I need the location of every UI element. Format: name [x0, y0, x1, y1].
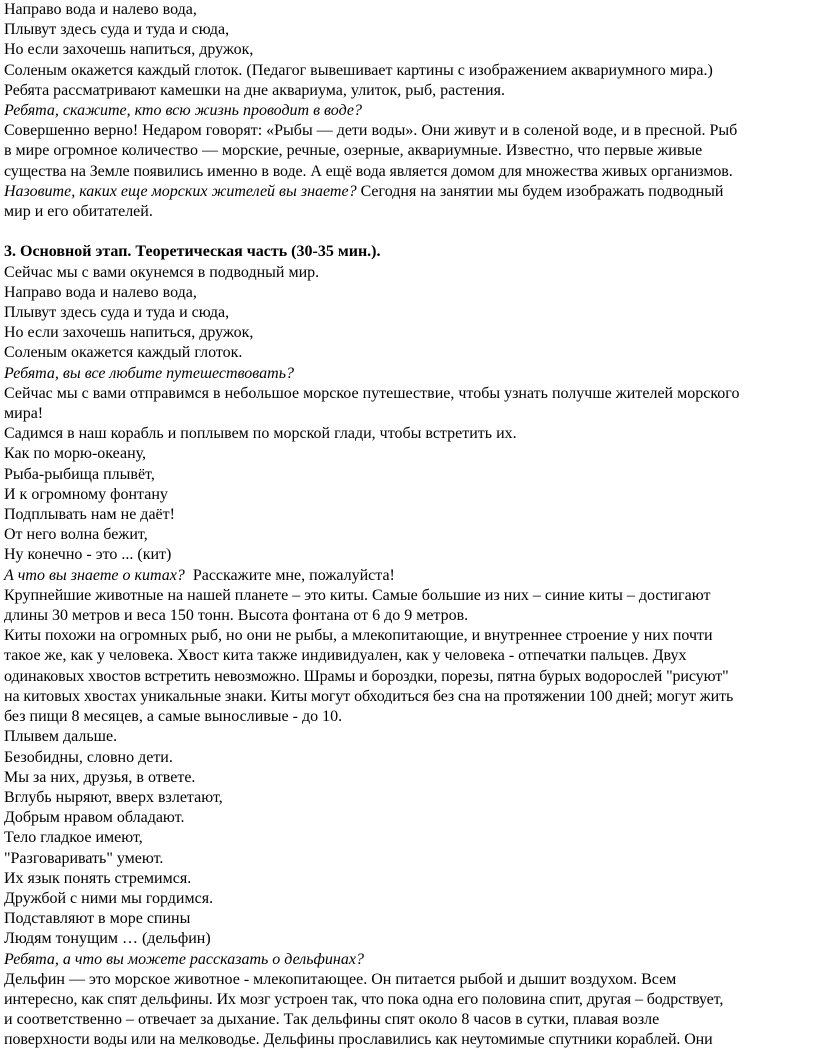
poem-line: Соленым окажется каждый глоток. — [4, 344, 243, 362]
poem-line: От него волна бежит, — [4, 526, 148, 544]
poem-line: Рыба-рыбища плывёт, — [4, 465, 155, 483]
poem-line: Безобидны, словно дети. — [4, 748, 173, 766]
text-line: интересно, как спят дельфины. Их мозг устроен так, что пока одна его половина спит, другая – бодрствует, — [4, 990, 724, 1008]
poem-line: Но если захочешь напиться, дружок, — [4, 41, 254, 59]
question-line: Ребята, а что вы можете рассказать о дельфинах? — [4, 950, 364, 968]
text-line: Крупнейшие животные на нашей планете – это киты. Самые большие из них – синие киты – достигают — [4, 586, 711, 604]
text-line: Плывем дальше. — [4, 728, 118, 746]
text-line: поверхности воды или на мелководье. Дельфины прославились как неутомимые спутники кораблей. Они — [4, 1031, 713, 1049]
text-line: существа на Земле появились именно в воде. А ещё вода является домом для множества живых организмов. — [4, 162, 733, 180]
text-line: одинаковых хвостов встретить невозможно. Шрамы и бороздки, порезы, пятна бурых водорослей "рисуют" — [4, 667, 729, 685]
poem-line: Их язык понять стремимся. — [4, 869, 192, 887]
poem-line: Мы за них, друзья, в ответе. — [4, 768, 196, 786]
poem-line: Направо вода и налево вода, — [4, 283, 197, 301]
poem-line: Но если захочешь напиться, дружок, — [4, 324, 254, 342]
text-line: в мире огромное количество — морские, речные, озерные, аквариумные. Известно, что первые живые — [4, 142, 703, 160]
poem-line: Тело гладкое имеют, — [4, 829, 143, 847]
text-line: Совершенно верно! Недаром говорят: «Рыбы — дети воды». Они живут и в соленой воде, и в пресной. Рыб — [4, 122, 738, 140]
text-line: мира! — [4, 405, 44, 423]
text-inline: Сегодня на занятии мы будем изображать подводный — [356, 182, 724, 200]
document-body — [4, 0, 812, 1051]
poem-line: Добрым нравом обладают. — [4, 809, 185, 827]
text-line: Сейчас мы с вами окунемся в подводный мир. — [4, 263, 320, 281]
blank-line — [4, 222, 812, 242]
question-line: Ребята, скажите, кто всю жизнь проводит в воде? — [4, 102, 362, 120]
text-line: такое же, как у человека. Хвост кита также индивидуален, как у человека - отпечатки пальцев. Двух — [4, 647, 687, 665]
question-inline: Назовите, каких еще морских жителей вы знаете? — [4, 182, 357, 200]
text-line: Ребята рассматривают камешки на дне аквариума, улиток, рыб, растения. — [4, 81, 505, 99]
poem-line: Людям тонущим … (дельфин) — [4, 930, 211, 948]
section-heading: 3. Основной этап. Теоретическая часть (30-35 мин.). — [4, 243, 381, 261]
poem-line: "Разговаривать" умеют. — [4, 849, 164, 867]
poem-line: Вглубь ныряют, вверх взлетают, — [4, 788, 223, 806]
text-line: мир и его обитателей. — [4, 203, 153, 221]
text-line — [4, 182, 812, 202]
poem-line: Дружбой с ними мы гордимся. — [4, 889, 214, 907]
text-line: Сейчас мы с вами отправимся в небольшое морское путешествие, чтобы узнать получше жителей морского — [4, 384, 740, 402]
text-line: Садимся в наш корабль и поплывем по морской глади, чтобы встретить их. — [4, 425, 517, 443]
poem-line: Подплывать нам не даёт! — [4, 506, 175, 524]
text-line: без пищи 8 месяцев, а самые выносливые - до 10. — [4, 708, 343, 726]
text-line: и соответственно – отвечает за дыхание. Так дельфины спят около 8 часов в сутки, плавая возле — [4, 1011, 660, 1029]
poem-line: Как по морю-океану, — [4, 445, 147, 463]
text-line: Киты похожи на огромных рыб, но они не рыбы, а млекопитающие, и внутреннее строение у них почти — [4, 627, 713, 645]
poem-line: Ну конечно - это ... (кит) — [4, 546, 172, 564]
text-line — [4, 566, 812, 586]
text-line: на китовых хвостах уникальные знаки. Киты могут обходиться без сна на протяжении 100 дней; могут жить — [4, 687, 734, 705]
poem-line: Направо вода и налево вода, — [4, 1, 197, 18]
poem-line: И к огромному фонтану — [4, 485, 168, 503]
question-inline: А что вы знаете о китах? — [4, 566, 185, 584]
text-line: Дельфин — это морское животное - млекопитающее. Он питается рыбой и дышит воздухом. Всем — [4, 970, 677, 988]
poem-line: Плывут здесь суда и туда и сюда, — [4, 304, 230, 322]
text-line: Соленым окажется каждый глоток. (Педагог вывешивает картины с изображением аквариумного мира.) — [4, 61, 713, 79]
poem-line: Подставляют в море спины — [4, 910, 191, 928]
text-line: длины 30 метров и веса 150 тонн. Высота фонтана от 6 до 9 метров. — [4, 607, 469, 625]
text-inline: Расскажите мне, пожалуйста! — [184, 566, 395, 584]
poem-line: Плывут здесь суда и туда и сюда, — [4, 21, 230, 39]
question-line: Ребята, вы все любите путешествовать? — [4, 364, 294, 382]
